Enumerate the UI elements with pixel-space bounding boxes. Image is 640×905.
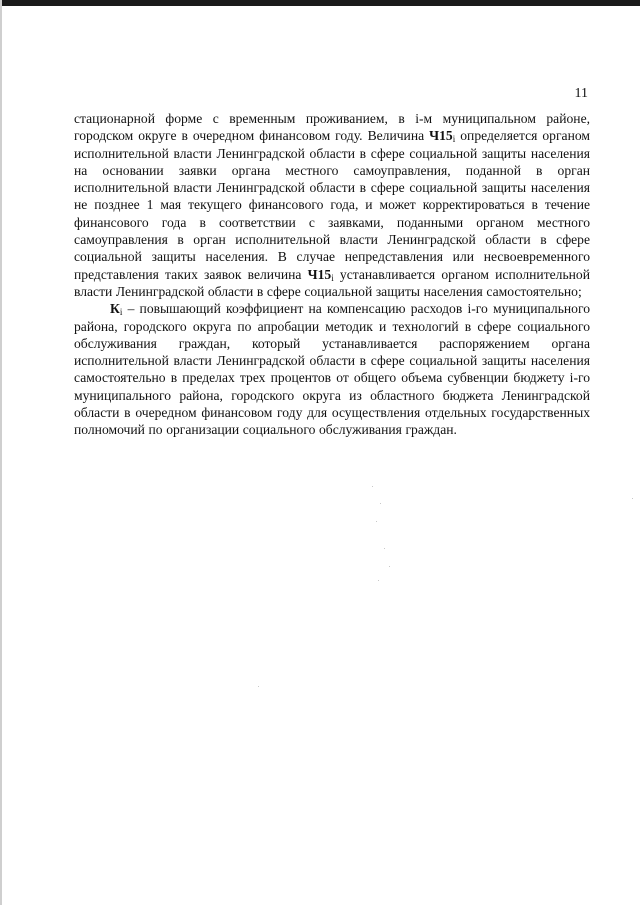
subscript-i: i [119, 307, 123, 318]
scan-speck [258, 686, 259, 687]
scan-left-edge [0, 0, 2, 905]
page-number: 11 [574, 86, 588, 101]
scan-top-edge [0, 0, 640, 6]
variable-k: К [110, 301, 120, 317]
scan-speck [632, 498, 633, 499]
scan-speck [372, 486, 373, 487]
document-body [74, 110, 590, 439]
paragraph-text: определяется органом исполнительной власти Ленинградской области в сфере социальной защиты населения на основании заявки органа местного самоуправления, поданной в орган исполнительной власти Ленинградской области в сфере социальной защиты населения не позднее 1 мая текущего финансового года, и может корректироваться в течение финансового года в соответствии с заявками, поданными органом местного самоуправления в орган исполнительной власти Ленинградской области в сфере социальной защиты населения. В случае непредставления или несвоевременного представления таких заявок величина [74, 128, 591, 282]
variable-ch15: Ч15 [307, 266, 332, 282]
paragraph-text: стационарной форме с временным проживанием, в i-м муниципальном районе, городском округе в очередном финансовом году. Величина [74, 111, 590, 144]
paragraph-text: устанавливается органом исполнительной власти Ленинградской области в сфере социальной защиты населения самостоятельно; [74, 266, 590, 299]
subscript-i: i [331, 272, 334, 283]
paragraph-text: – повышающий коэффициент на компенсацию расходов i-го муниципального района, городского округа по апробации методик и технологий в сфере социального обслуживания граждан, который устанавливается распоряжением органа исполнительной власти Ленинградской области в сфере социальной защиты населения самостоятельно в пределах трех процентов от общего объема субвенции бюджету i-го муниципального района, городского округа из областного бюджета Ленинградской области в очередном финансовом году для осуществления отдельных государственных полномочий по организации социального обслуживания граждан. [74, 301, 590, 438]
scan-speck [384, 548, 385, 549]
subscript-i: i [452, 134, 456, 145]
scan-speck [376, 521, 377, 522]
scan-speck [380, 503, 381, 504]
scan-speck [389, 566, 390, 567]
variable-ch15: Ч15 [429, 128, 453, 144]
paragraph-ki [74, 300, 590, 438]
paragraph-ch15 [74, 110, 590, 300]
scan-speck [378, 580, 379, 581]
